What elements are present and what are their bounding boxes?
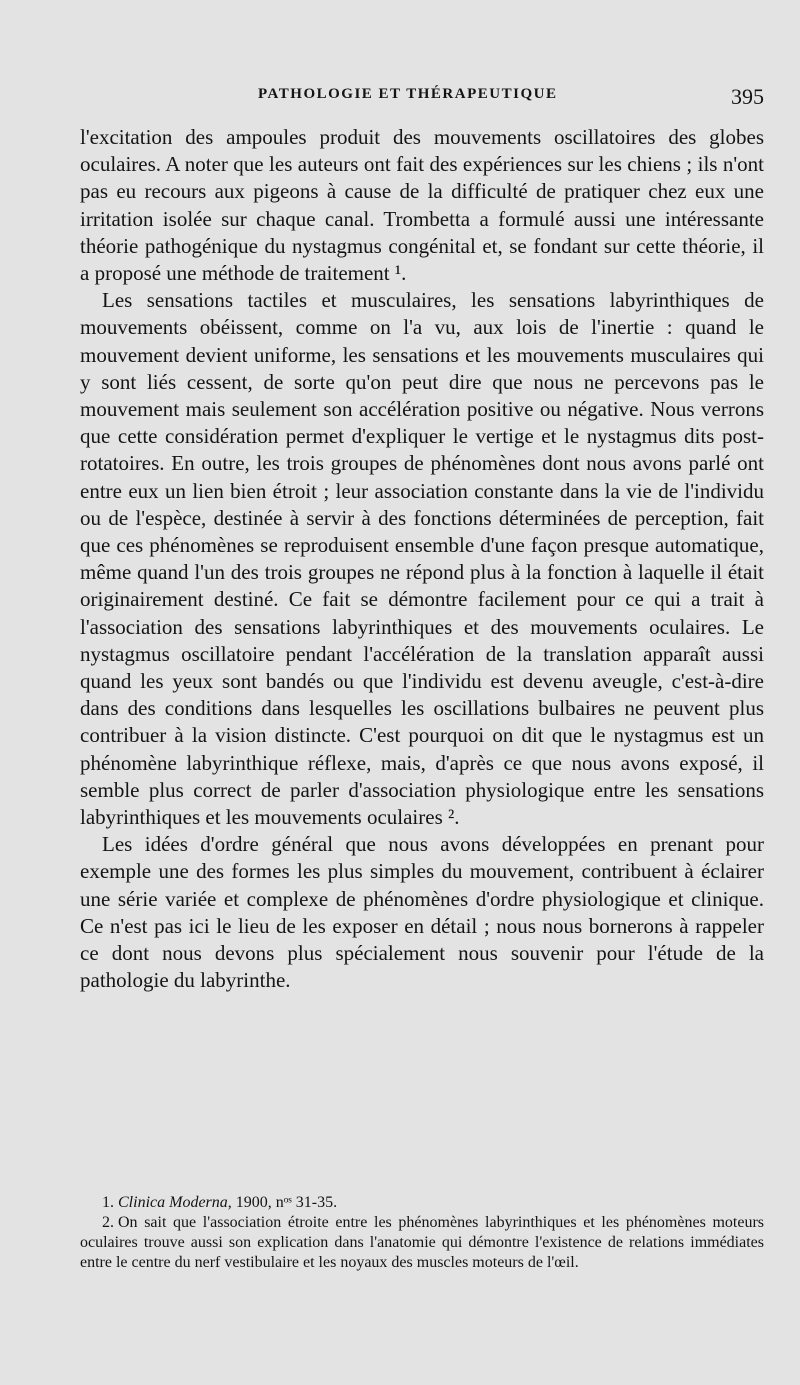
running-title: PATHOLOGIE ET THÉRAPEUTIQUE bbox=[258, 86, 558, 102]
paragraph: Les sensations tactiles et musculaires, les sensations labyrinthiques de mouvements obéissent, comme on l'a vu, aux lois de l'inertie : quand le mouvement devient uniforme, les sensations et les mouvements musculaires qui y sont liés cessent, de sorte qu'on peut dire que nous ne percevons pas le mouvement mais seulement son accélération positive ou négative. Nous verrons que cette considération permet d'expliquer le vertige et le nystagmus dits post-rotatoires. En outre, les trois groupes de phénomènes dont nous avons parlé ont entre eux un lien bien étroit ; leur association constante dans la vie de l'individu ou de l'espèce, destinée à servir à des fonctions déterminées de perception, fait que ces phénomènes se reproduisent ensemble d'une façon presque automatique, même quand l'un des trois groupes ne répond plus à la fonction à laquelle il était originairement destiné. Ce fait se démontre facilement pour ce qui a trait à l'association des sensations labyrinthiques et des mouvements oculaires. Le nystagmus oscillatoire pendant l'accélération de la translation apparaît aussi quand les yeux sont bandés ou que l'individu est devenu aveugle, c'est-à-dire dans des conditions dans lesquelles les oscillations bulbaires ne peuvent plus contribuer à la vision distincte. C'est pourquoi on dit que le nystagmus est un phénomène labyrinthique réflexe, mais, d'après ce que nous avons exposé, il semble plus correct de parler d'association physiologique entre les sensations labyrinthiques et les mouvements oculaires ². bbox=[80, 288, 764, 830]
footnote-number: 1. bbox=[102, 1194, 114, 1211]
footnote-journal: Clinica Moderna bbox=[118, 1194, 228, 1211]
main-text bbox=[80, 124, 764, 995]
footnote-text: , 1900, nᵒˢ 31-35. bbox=[227, 1194, 338, 1211]
page-number: 395 bbox=[731, 84, 764, 109]
footnote-1 bbox=[80, 1193, 764, 1213]
footnote-text: On sait que l'association étroite entre les phénomènes labyrinthiques et les phénomènes moteurs oculaires trouve aussi son explication dans l'anatomie qui démontre l'existence de relations immédiates entre le centre du nerf vestibulaire et les noyaux des muscles moteurs de l'œil. bbox=[80, 1214, 764, 1271]
footnote-2 bbox=[80, 1213, 764, 1273]
page-header bbox=[258, 86, 764, 108]
footnotes bbox=[80, 1193, 764, 1273]
paragraph: Les idées d'ordre général que nous avons développées en prenant pour exemple une des formes les plus simples du mouvement, contribuent à éclairer une série variée et complexe de phénomènes d'ordre physiologique et clinique. Ce n'est pas ici le lieu de les exposer en détail ; nous nous bornerons à rappeler ce dont nous devons plus spécialement nous souvenir pour l'étude de la pathologie du labyrinthe. bbox=[80, 832, 764, 993]
footnote-number: 2. bbox=[102, 1214, 114, 1231]
paragraph: l'excitation des ampoules produit des mouvements oscillatoires des globes oculaires. A noter que les auteurs ont fait des expériences sur les chiens ; ils n'ont pas eu recours aux pigeons à cause de la difficulté de pratiquer chez eux une irritation isolée sur chaque canal. Trombetta a formulé aussi une intéressante théorie pathogénique du nystagmus congénital et, se fondant sur cette théorie, il a proposé une méthode de traitement ¹. bbox=[80, 125, 764, 286]
